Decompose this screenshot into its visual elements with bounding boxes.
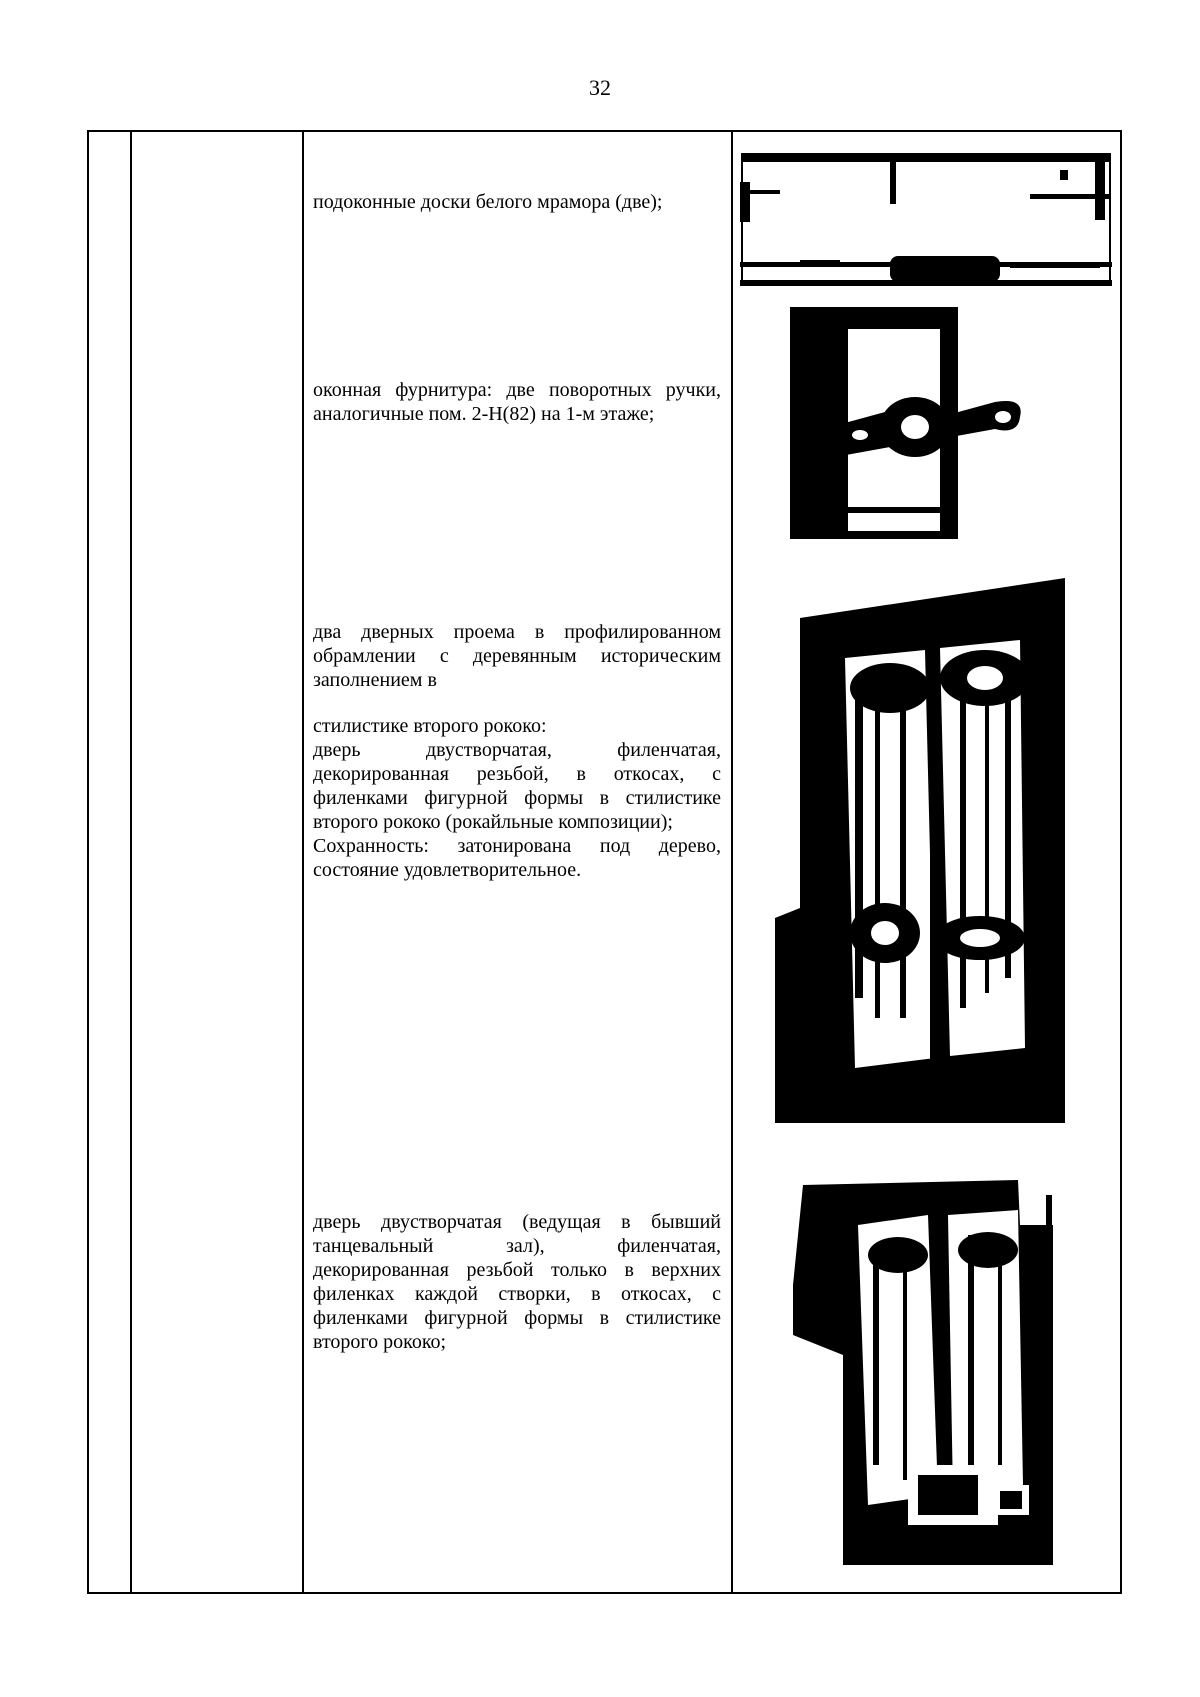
description-text: дверь двустворчатая, филенчатая, декорированная резьбой, в откосах, с филенками фигурной формы в стилистике второго рококо (рокайльные композиции); bbox=[313, 739, 721, 833]
column-divider bbox=[130, 130, 132, 1594]
rococo-door-photo bbox=[775, 578, 1075, 1123]
column-divider bbox=[731, 130, 733, 1594]
description-text: два дверных проема в профилированном обрамлении с деревянным историческим заполнением в bbox=[313, 621, 721, 691]
ballroom-door-photo bbox=[788, 1165, 1060, 1565]
marble-windowsill-photo bbox=[740, 152, 1112, 286]
column-divider bbox=[302, 130, 304, 1594]
page-number: 32 bbox=[589, 75, 611, 100]
window-handle-photo bbox=[790, 307, 1026, 539]
description-text: подоконные доски белого мрамора (две); bbox=[313, 191, 663, 213]
description-text: стилистике второго рококо: bbox=[313, 715, 547, 737]
description-text: дверь двустворчатая (ведущая в бывший танцевальный зал), филенчатая, декорированная резьбой только в верхних филенках каждой створки, в откосах, с филенками фигурной формы в стилистике второго рококо; bbox=[313, 1211, 721, 1353]
description-cell bbox=[313, 190, 721, 214]
description-cell bbox=[313, 620, 721, 882]
description-cell bbox=[313, 1210, 721, 1354]
description-cell bbox=[313, 378, 721, 426]
description-text: оконная фурнитура: две поворотных ручки, аналогичные пом. 2-Н(82) на 1-м этаже; bbox=[313, 379, 721, 425]
description-text: Сохранность: затонирована под дерево, состояние удовлетворительное. bbox=[313, 835, 721, 881]
